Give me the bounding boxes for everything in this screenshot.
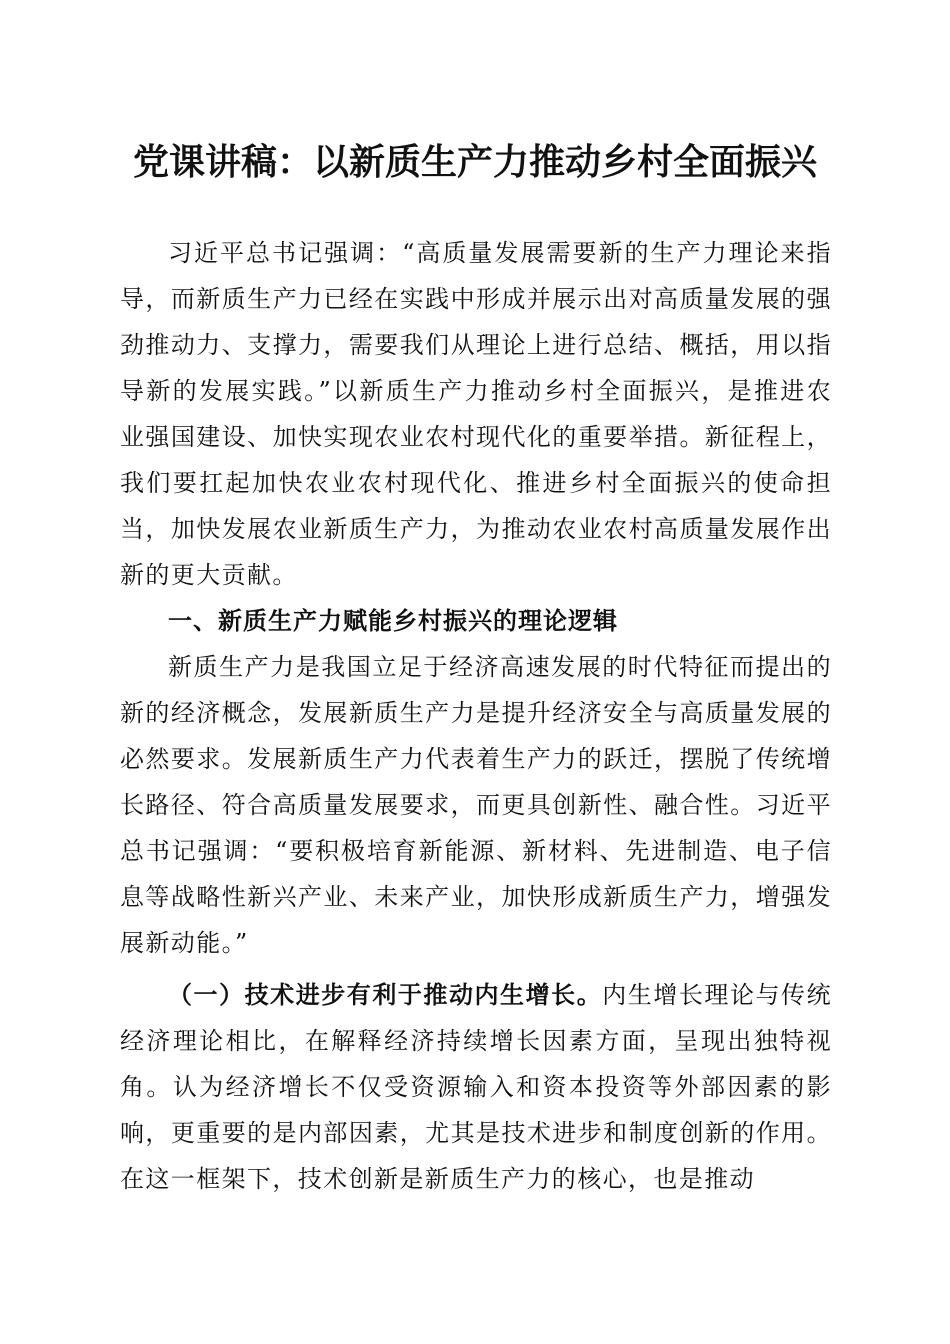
subsection-1-body: 内生增长理论与传统经济理论相比，在解释经济持续增长因素方面，呈现出独特视角。认为经济增长不仅受资源输入和资本投资等外部因素的影响，更重要的是内部因素，尤其是技术进步和制度创新的作用。在这一框架下，技术创新是新质生产力的核心，也是推动 (120, 981, 832, 1193)
section-heading-1: 一、新质生产力赋能乡村振兴的理论逻辑 (168, 607, 618, 635)
section-1-paragraph: 新质生产力是我国立足于经济高速发展的时代特征而提出的新的经济概念，发展新质生产力是提升经济安全与高质量发展的必然要求。发展新质生产力代表着生产力的跃迁，摆脱了传统增长路径、符合高质量发展要求，而更具创新性、融合性。习近平总书记强调：“要积极培育新能源、新材料、先进制造、电子信息等战略性新兴产业、未来产业，加快形成新质生产力，增强发展新动能。” (120, 653, 832, 957)
document-title: 党课讲稿：以新质生产力推动乡村全面振兴 (132, 141, 817, 183)
intro-paragraph: 习近平总书记强调：“高质量发展需要新的生产力理论来指导，而新质生产力已经在实践中形成并展示出对高质量发展的强劲推动力、支撑力，需要我们从理论上进行总结、概括，用以指导新的发展实践。”以新质生产力推动乡村全面振兴，是推进农业强国建设、加快实现农业农村现代化的重要举措。新征程上，我们要扛起加快农业农村现代化、推进乡村全面振兴的使命担当，加快发展农业新质生产力，为推动农业农村高质量发展作出新的更大贡献。 (120, 239, 832, 589)
document-body (120, 230, 832, 1202)
subsection-1-lead: （一）技术进步有利于推动内生增长。 (168, 980, 603, 1009)
subsection-1-paragraph (120, 972, 832, 1202)
